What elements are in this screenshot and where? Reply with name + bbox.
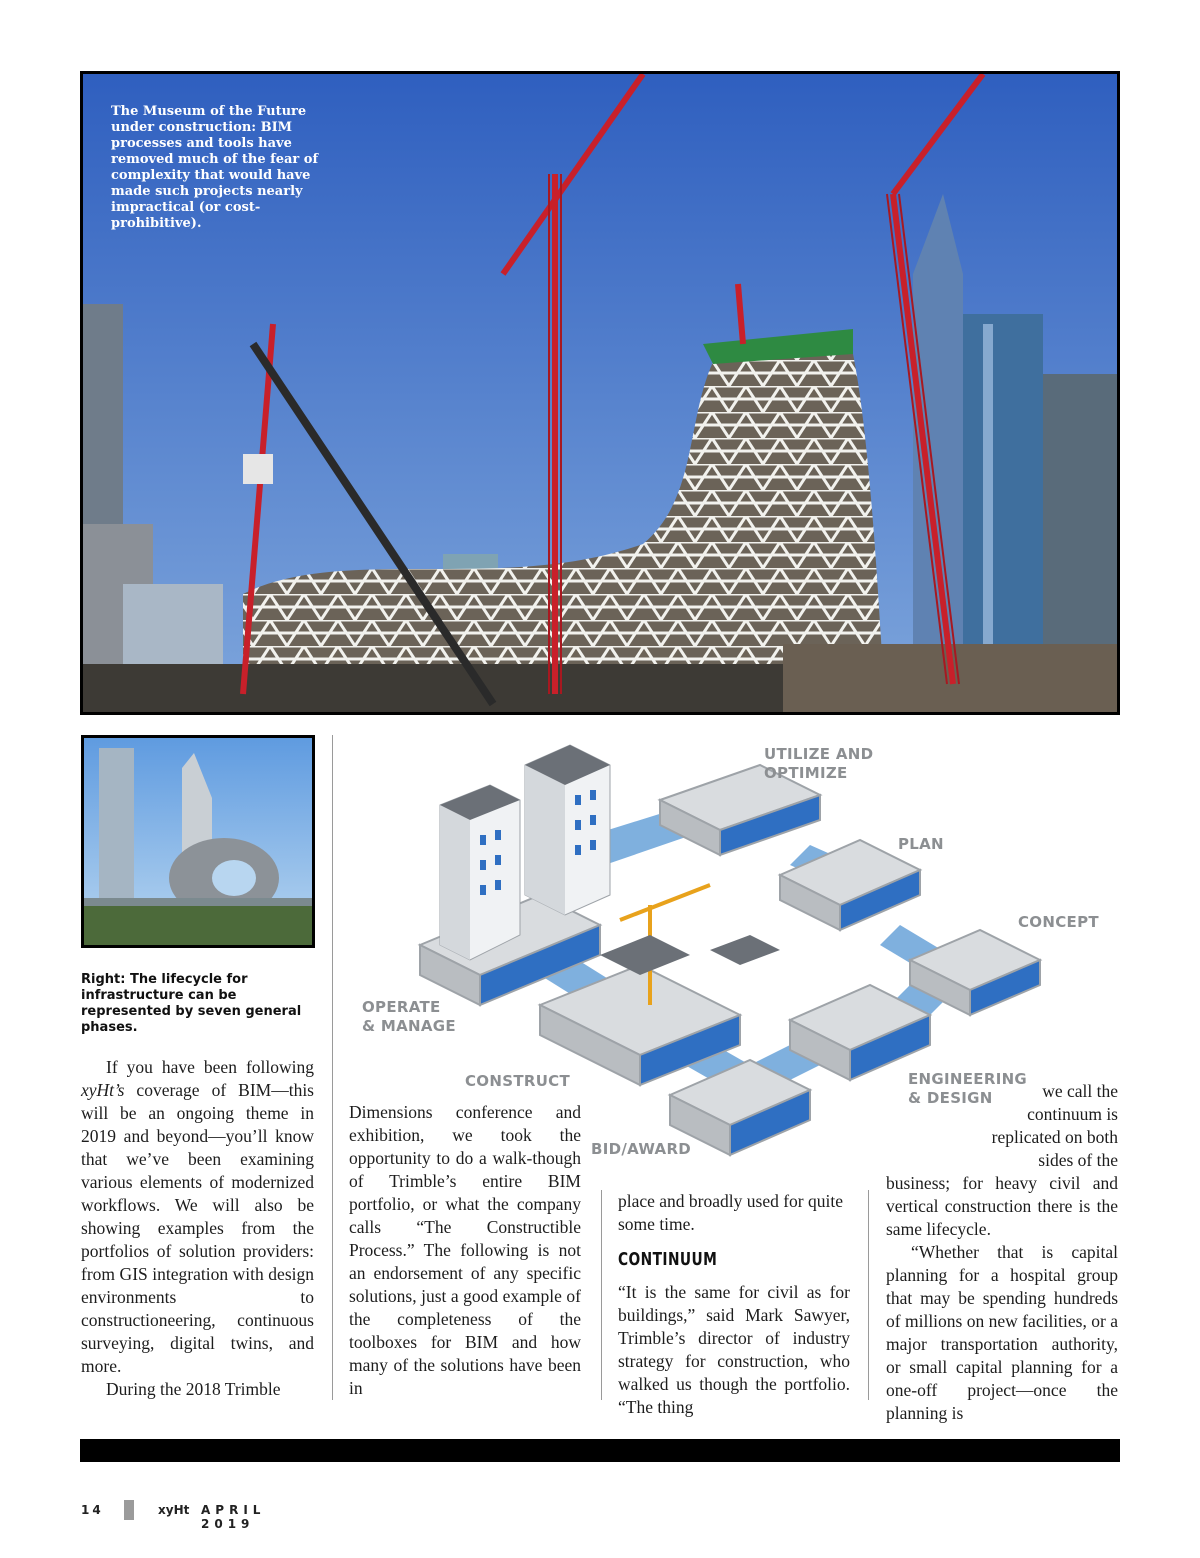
column-divider — [332, 735, 333, 1400]
phase-label-construct: CONSTRUCT — [465, 1072, 571, 1090]
issue-date: APRIL 2019 — [201, 1503, 266, 1531]
paragraph: we call the continuum is replicated on both sides of the — [991, 1081, 1118, 1170]
paragraph — [81, 1056, 314, 1378]
phase-label-utilize: UTILIZE AND — [764, 745, 874, 763]
phase-label-operate: OPERATE — [362, 998, 441, 1016]
magazine-name: xyHt’s — [81, 1080, 125, 1100]
article-column-1 — [81, 1056, 314, 1401]
paragraph: “It is the same for civil as for buildings,” said Mark Sawyer, Trimble’s director of industry strategy for construction, who walked us though the portfolio. “The thing — [618, 1282, 850, 1417]
section-heading: CONTINUUM — [618, 1249, 718, 1270]
footer-separator — [124, 1500, 134, 1520]
paragraph: business; for heavy civil and vertical construction there is the same lifecycle. — [886, 1173, 1118, 1239]
magazine-title: xyHt — [158, 1503, 190, 1517]
paragraph: During the 2018 Trimble — [106, 1379, 281, 1399]
article-column-2 — [349, 1101, 581, 1400]
footer-bar — [80, 1439, 1120, 1462]
top-photo-caption: The Museum of the Future under construction: BIM processes and tools have removed much of the fear of complexity that would have made such projects nearly impractical (or cost-prohibitive). — [111, 104, 319, 231]
paragraph: Dimensions conference and exhibition, we took the opportunity to do a walk-though of Trimble’s entire BIM portfolio, or what the company calls “The Constructible Process.” The following is not an endorsement of any specific solutions, just a good example of the completeness of the toolboxes for BIM and how many of the solutions have been in — [349, 1102, 581, 1398]
paragraph-text: coverage of BIM—this will be an ongoing theme in 2019 and beyond—you’ll know that we’ve been examining various elements of modernized workflows. We will also be showing examples from the portfolios of solution providers: from GIS integration with design environments to constructioneering, continuous surveying, digital twins, and more. — [81, 1080, 314, 1376]
column-divider — [601, 1190, 602, 1400]
article-column-4 — [886, 1080, 1118, 1425]
phase-label-plan: PLAN — [898, 835, 944, 853]
phase-label-operate-2: & MANAGE — [362, 1017, 456, 1035]
lifecycle-caption: Right: The lifecycle for infrastructure can be represented by seven general phases. — [81, 972, 302, 1035]
article-column-3 — [618, 1190, 850, 1419]
page-number: 14 — [81, 1503, 104, 1517]
phase-label-bid-award: BID/AWARD — [591, 1140, 692, 1158]
paragraph: “Whether that is capital planning for a hospital group that may be spending hundreds of millions on new facilities, or a major transportation authority, or small capital planning for a one-off project—once the planning is — [886, 1242, 1118, 1423]
paragraph-text: If you have been following — [106, 1057, 314, 1077]
phase-label-concept: CONCEPT — [1018, 913, 1099, 931]
column-divider — [868, 1190, 869, 1400]
paragraph: place and broadly used for quite some time. — [618, 1191, 843, 1234]
phase-label-engineering-2: & DESIGN — [908, 1089, 993, 1107]
phase-label-engineering: ENGINEERING — [908, 1070, 1028, 1088]
museum-completed-photo — [81, 735, 315, 948]
phase-label-utilize-2: OPTIMIZE — [764, 764, 848, 782]
